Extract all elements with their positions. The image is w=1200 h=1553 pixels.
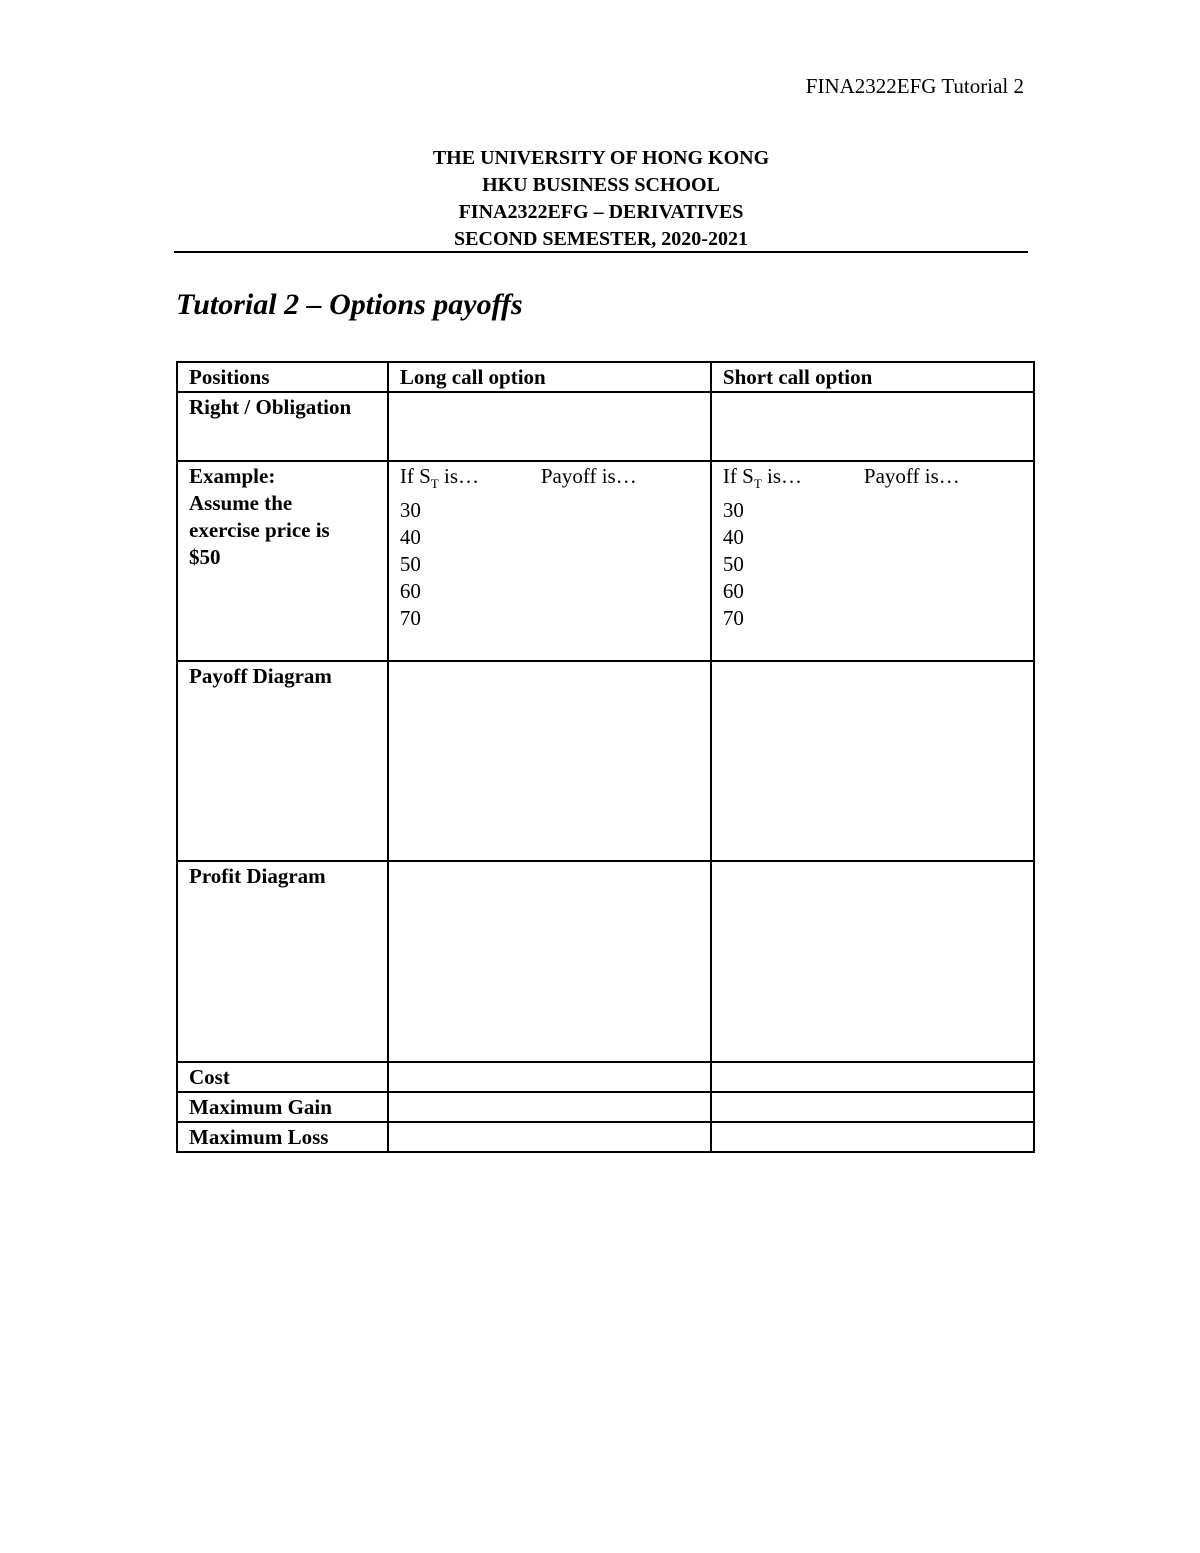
row-label-profit-diagram: Profit Diagram <box>177 861 388 1062</box>
spot-price-value: 40 <box>722 525 744 550</box>
example-label-line: Assume the <box>189 491 293 515</box>
spot-price-value: 70 <box>399 606 421 631</box>
spot-price-heading: If $S_T$ is… <box>399 464 479 492</box>
spot-price-value: 40 <box>399 525 421 550</box>
example-label-line: Example: <box>189 464 276 488</box>
example-label-line: exercise price is <box>189 518 330 542</box>
row-label-example <box>177 461 388 661</box>
long-call-cost-cell[interactable] <box>388 1062 711 1092</box>
short-call-example-cell[interactable] <box>711 461 1034 661</box>
row-label-right-obligation: Right / Obligation <box>177 392 388 461</box>
spot-price-value: 50 <box>722 552 744 577</box>
long-call-right-obligation-cell[interactable] <box>388 392 711 461</box>
table-row-payoff-diagram <box>177 661 1034 861</box>
header-divider <box>174 251 1028 253</box>
header-semester: SECOND SEMESTER, 2020-2021 <box>454 228 748 250</box>
header-school: HKU BUSINESS SCHOOL <box>482 174 720 196</box>
spot-price-value: 30 <box>722 498 744 523</box>
table-row-right-obligation <box>177 392 1034 461</box>
row-label-payoff-diagram: Payoff Diagram <box>177 661 388 861</box>
header-course: FINA2322EFG – DERIVATIVES <box>458 201 744 223</box>
column-header-short-call: Short call option <box>711 362 1034 392</box>
running-header: FINA2322EFG Tutorial 2 <box>805 74 1024 98</box>
row-label-max-loss: Maximum Loss <box>177 1122 388 1152</box>
short-call-max-loss-cell[interactable] <box>711 1122 1034 1152</box>
spot-price-value: 60 <box>722 579 744 604</box>
table-row-profit-diagram <box>177 861 1034 1062</box>
row-label-cost: Cost <box>177 1062 388 1092</box>
example-label-line: $50 <box>189 545 221 569</box>
table-row-example <box>177 461 1034 661</box>
spot-price-list <box>400 497 710 632</box>
spot-price-list <box>723 497 1033 632</box>
short-call-max-gain-cell[interactable] <box>711 1092 1034 1122</box>
spot-price-value: 50 <box>399 552 421 577</box>
scenario-header <box>723 463 1033 497</box>
table-row-max-gain <box>177 1092 1034 1122</box>
short-call-right-obligation-cell[interactable] <box>711 392 1034 461</box>
payoff-heading: Payoff is… <box>863 464 960 488</box>
document-title: Tutorial 2 – Options payoffs <box>176 288 523 321</box>
header-university: THE UNIVERSITY OF HONG KONG <box>432 147 770 169</box>
long-call-max-loss-cell[interactable] <box>388 1122 711 1152</box>
table-row-cost <box>177 1062 1034 1092</box>
payoff-heading: Payoff is… <box>540 464 637 488</box>
column-header-long-call: Long call option <box>388 362 711 392</box>
spot-price-value: 30 <box>399 498 421 523</box>
row-label-max-gain: Maximum Gain <box>177 1092 388 1122</box>
long-call-payoff-diagram-cell[interactable] <box>388 661 711 861</box>
spot-price-heading: If $S_T$ is… <box>722 464 803 492</box>
table-header-row <box>177 362 1034 392</box>
spot-price-value: 60 <box>399 579 421 604</box>
short-call-payoff-diagram-cell[interactable] <box>711 661 1034 861</box>
long-call-example-cell[interactable] <box>388 461 711 661</box>
long-call-profit-diagram-cell[interactable] <box>388 861 711 1062</box>
short-call-cost-cell[interactable] <box>711 1062 1034 1092</box>
institution-header <box>174 145 1028 253</box>
long-call-max-gain-cell[interactable] <box>388 1092 711 1122</box>
spot-price-value: 70 <box>722 606 744 631</box>
table-row-max-loss <box>177 1122 1034 1152</box>
column-header-positions: Positions <box>177 362 388 392</box>
scenario-header <box>400 463 710 497</box>
short-call-profit-diagram-cell[interactable] <box>711 861 1034 1062</box>
options-payoff-table <box>176 361 1035 1153</box>
